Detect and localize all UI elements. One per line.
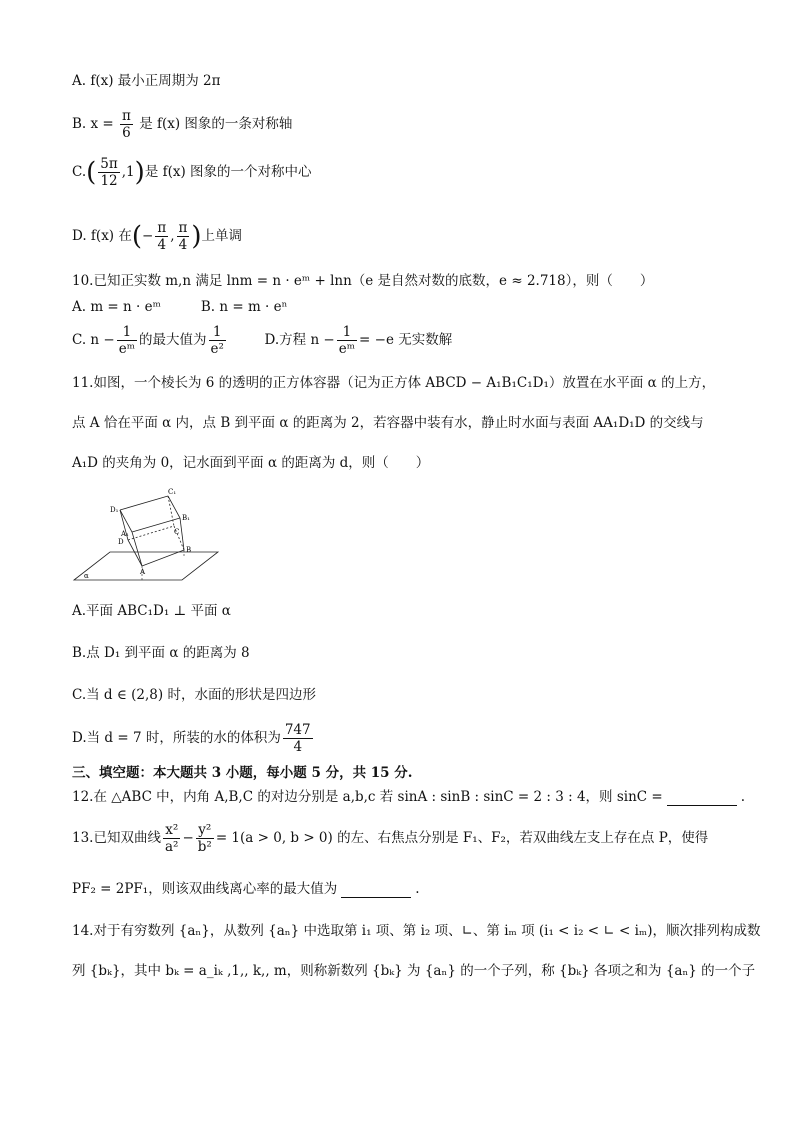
q11-option-a: A.平面 ABC₁D₁ ⊥ 平面 α [72, 603, 231, 619]
q10-options-cd: C. n − $\frac{1}{\text{eᵐ}}$ 的最大值为 $\frac{1}{\text{e²}}$ D.方程 n − $\frac{1}{\text{eᵐ}}$ = −e 无实数解 [72, 324, 453, 357]
q11-option-b: B.点 D₁ 到平面 α 的距离为 8 [72, 645, 250, 661]
q13-line-2: PF₂ = 2PF₁，则该双曲线离心率的最大值为 . [72, 881, 420, 897]
q12: 12.在 △ABC 中，内角 A,B,C 的对边分别是 a,b,c 若 sinA : sinB : sinC = 2 : 3 : 4，则 sinC = . [72, 789, 746, 805]
q13-line-1: 13.已知双曲线 $\frac{\text{x²}}{\text{a²}}$ − $\frac{\text{y²}}{\text{b²}}$ = 1(a > 0, b > 0) 的左、右焦点分别是 F₁、F₂，若双曲线左支上存在点 P，使得 [72, 822, 709, 855]
label-c: C [174, 528, 180, 536]
fraction: $\frac{\text{y²}}{\text{b²}}$ [197, 822, 212, 855]
q9-option-b: B. x = $\frac{\pi}{6}$ 是 f(x) 图象的一条对称轴 [72, 108, 293, 141]
fraction: $\frac{\pi}{4}$ [157, 220, 167, 253]
label-alpha: α [84, 572, 89, 580]
fraction: $\frac{1}{\text{e²}}$ [210, 324, 224, 357]
q9-option-c: C.( $\frac{5\pi}{12}$ ,1)是 f(x) 图象的一个对称中心 [72, 156, 312, 189]
label-a: A [140, 568, 146, 576]
fraction: $\frac{5\pi}{12}$ [100, 156, 118, 189]
q9-option-d: D. f(x) 在(− $\frac{\pi}{4}$ , $\frac{\pi}{4}$ )上单调 [72, 220, 243, 253]
section-heading: 三、填空题：本大题共 3 小题，每小题 5 分，共 15 分. [72, 765, 413, 781]
label-c1: C₁ [168, 488, 177, 496]
q14-line-1: 14.对于有穷数列 {aₙ}，从数列 {aₙ} 中选取第 i₁ 项、第 i₂ 项、∟、第 iₘ 项 (i₁ < i₂ < ∟ < iₘ)，顺次排列构成数 [72, 923, 761, 939]
label-a1: A₁ [121, 530, 129, 538]
cube-figure [70, 488, 220, 586]
answer-blank [341, 883, 411, 898]
label-b: B [186, 546, 192, 554]
q10-options-ab: A. m = n · eᵐ B. n = m · eⁿ [72, 299, 288, 315]
fraction: $\frac{1}{\text{eᵐ}}$ [338, 324, 356, 357]
plane-alpha [74, 552, 218, 580]
q11-line-2: 点 A 恰在平面 α 内，点 B 到平面 α 的距离为 2，若容器中装有水，静止时水面与表面 AA₁D₁D 的交线与 [72, 415, 704, 431]
q9-option-a: A. f(x) 最小正周期为 2π [72, 73, 221, 89]
answer-blank [667, 791, 737, 806]
fraction: $\frac{\pi}{4}$ [178, 220, 188, 253]
fraction: $\frac{\pi}{6}$ [122, 108, 131, 141]
label-d: D [118, 538, 124, 546]
label-d1: D₁ [110, 506, 119, 514]
q11-option-d: D.当 d = 7 时，所装的水的体积为 $\frac{747}{4}$ [72, 722, 311, 755]
fraction: $\frac{747}{4}$ [284, 722, 311, 755]
q11-option-c: C.当 d ∈ (2,8) 时，水面的形状是四边形 [72, 687, 316, 703]
q14-line-2: 列 {bₖ}，其中 bₖ = a_iₖ ,1,, k,, m，则称新数列 {bₖ} 为 {aₙ} 的一个子列，称 {bₖ} 各项之和为 {aₙ} 的一个子 [72, 963, 756, 979]
label-b1: B₁ [182, 514, 190, 522]
q11-line-1: 11.如图，一个棱长为 6 的透明的正方体容器（记为正方体 ABCD − A₁B₁C₁D₁）放置在水平面 α 的上方， [72, 375, 716, 391]
q11-line-3: A₁D 的夹角为 0，记水面到平面 α 的距离为 d，则（ ） [72, 455, 430, 471]
q10-stem: 10.已知正实数 m,n 满足 lnm = n · eᵐ + lnn（e 是自然对数的底数，e ≈ 2.718），则（ ） [72, 273, 654, 289]
fraction: $\frac{\text{x²}}{\text{a²}}$ [164, 822, 179, 855]
fraction: $\frac{1}{\text{eᵐ}}$ [118, 324, 136, 357]
